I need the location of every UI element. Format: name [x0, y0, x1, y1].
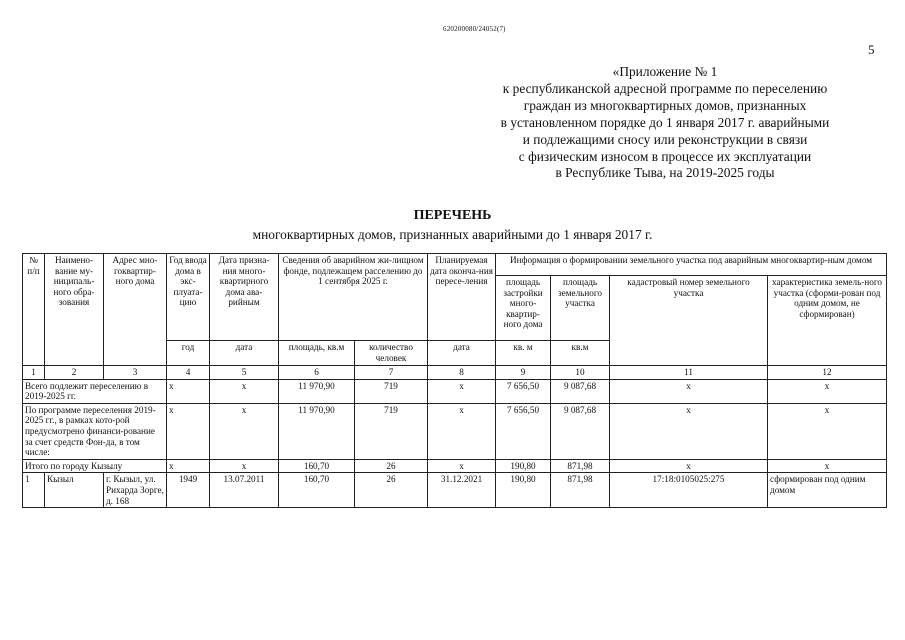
- cell-land-area: 9 087,68: [551, 403, 610, 459]
- cell-date: х: [210, 403, 279, 459]
- cell-area: 11 970,90: [279, 379, 355, 403]
- cell-year: 1949: [167, 473, 210, 508]
- cell-area: 11 970,90: [279, 403, 355, 459]
- column-number: 11: [610, 366, 768, 380]
- header-characteristic: характеристика земель-ного участка (сформи-рован под одним домом, не сформирован): [768, 276, 887, 366]
- row-label: Всего подлежит переселению в 2019-2025 гг.: [23, 379, 167, 403]
- cell-characteristic: сформирован под одним домом: [768, 473, 887, 508]
- cell-people: 719: [355, 403, 428, 459]
- cell-build-area: 7 656,50: [496, 379, 551, 403]
- header-land-area: площадь земельного участка: [551, 276, 610, 341]
- cell-build-area: 190,80: [496, 473, 551, 508]
- cell-land-area: 871,98: [551, 473, 610, 508]
- row-label: [23, 403, 167, 459]
- cell-people: 719: [355, 379, 428, 403]
- header-municipality: Наимено-вание му-ниципаль-ного обра-зования: [45, 254, 104, 366]
- page-number: 5: [868, 42, 875, 57]
- cell-people: 26: [355, 459, 428, 473]
- cell-date: х: [210, 379, 279, 403]
- cell-cadastral: 17:18:0105025:275: [610, 473, 768, 508]
- cell-num: 1: [23, 473, 45, 508]
- column-number-row: [23, 366, 887, 380]
- appendix-line: с физическим износом в процессе их эксплуатации: [518, 148, 812, 164]
- cell-characteristic: х: [768, 379, 887, 403]
- cell-municipality: Кызыл: [45, 473, 104, 508]
- column-number: 3: [104, 366, 167, 380]
- appendix-line: и подлежащими сносу или реконструкции в связи: [522, 131, 808, 147]
- table-row: [23, 459, 887, 473]
- column-number: 7: [355, 366, 428, 380]
- cell-address: г. Кызыл, ул. Рихарда Зорге, д. 168: [104, 473, 167, 508]
- row-label-text: По программе переселения 2019-2025 гг., в рамках кото-рой предусмотрено финанси-рование за счет средств Фон-да, в том числе:: [25, 404, 156, 458]
- unit-area: площадь, кв.м: [279, 341, 355, 366]
- header-housing-fund: Сведения об аварийном жи-лищном фонде, подлежащем расселению до 1 сентября 2025 г.: [279, 254, 428, 341]
- cell-land-area: 871,98: [551, 459, 610, 473]
- header-cadastral: кадастровый номер земельного участка: [610, 276, 768, 366]
- unit-end-date: дата: [428, 341, 496, 366]
- row-label: Итого по городу Кызылу: [23, 459, 167, 473]
- header-land-group: Информация о формировании земельного участка под аварийным многоквартир-ным домом: [496, 254, 887, 276]
- column-number: 12: [768, 366, 887, 380]
- column-number: 6: [279, 366, 355, 380]
- column-number: 4: [167, 366, 210, 380]
- unit-people: количество человек: [355, 341, 428, 366]
- cell-cadastral: х: [610, 459, 768, 473]
- header-build-area: площадь застройки много-квартир-ного дома: [496, 276, 551, 341]
- cell-characteristic: х: [768, 403, 887, 459]
- header-year: Год ввода дома в экс-плуата-цию: [167, 254, 210, 341]
- header-end-date: Планируемая дата оконча-ния пересе-ления: [428, 254, 496, 341]
- cell-year: х: [167, 403, 210, 459]
- document-id: 620200080/24052(7): [443, 25, 506, 33]
- column-number: 2: [45, 366, 104, 380]
- column-number: 8: [428, 366, 496, 380]
- cell-people: 26: [355, 473, 428, 508]
- cell-characteristic: х: [768, 459, 887, 473]
- cell-date: 13.07.2011: [210, 473, 279, 508]
- appendix-line: к республиканской адресной программе по переселению: [502, 80, 828, 96]
- cell-cadastral: х: [610, 403, 768, 459]
- cell-date: х: [210, 459, 279, 473]
- appendix-line: граждан из многоквартирных домов, признанных: [523, 97, 807, 113]
- housing-register-table: [22, 253, 887, 508]
- header-recognition-date: Дата призна-ния много-квартирного дома ава-рийным: [210, 254, 279, 341]
- appendix-line: в установленном порядке до 1 января 2017 г. аварийными: [500, 114, 830, 130]
- cell-end-date: х: [428, 379, 496, 403]
- cell-land-area: 9 087,68: [551, 379, 610, 403]
- column-number: 1: [23, 366, 45, 380]
- cell-end-date: 31.12.2021: [428, 473, 496, 508]
- unit-date: дата: [210, 341, 279, 366]
- unit-build-area: кв. м: [496, 341, 551, 366]
- document-title: ПЕРЕЧЕНЬ: [413, 208, 492, 223]
- column-number: 9: [496, 366, 551, 380]
- table-row: [23, 473, 887, 508]
- appendix-line: «Приложение № 1: [612, 64, 718, 79]
- table-row: [23, 379, 887, 403]
- cell-end-date: х: [428, 459, 496, 473]
- cell-build-area: 7 656,50: [496, 403, 551, 459]
- table-header-row: [23, 254, 887, 276]
- header-address: Адрес мно-гоквартир-ного дома: [104, 254, 167, 366]
- cell-cadastral: х: [610, 379, 768, 403]
- column-number: 10: [551, 366, 610, 380]
- cell-year: х: [167, 459, 210, 473]
- cell-area: 160,70: [279, 459, 355, 473]
- header-num: № п/п: [23, 254, 45, 366]
- cell-build-area: 190,80: [496, 459, 551, 473]
- document-subtitle: многоквартирных домов, признанных аварийными до 1 января 2017 г.: [252, 227, 653, 242]
- table-row: [23, 403, 887, 459]
- unit-year: год: [167, 341, 210, 366]
- unit-land-area: кв.м: [551, 341, 610, 366]
- cell-year: х: [167, 379, 210, 403]
- appendix-heading: [470, 64, 860, 182]
- appendix-line: в Республике Тыва, на 2019-2025 годы: [555, 165, 775, 181]
- column-number: 5: [210, 366, 279, 380]
- cell-end-date: х: [428, 403, 496, 459]
- cell-area: 160,70: [279, 473, 355, 508]
